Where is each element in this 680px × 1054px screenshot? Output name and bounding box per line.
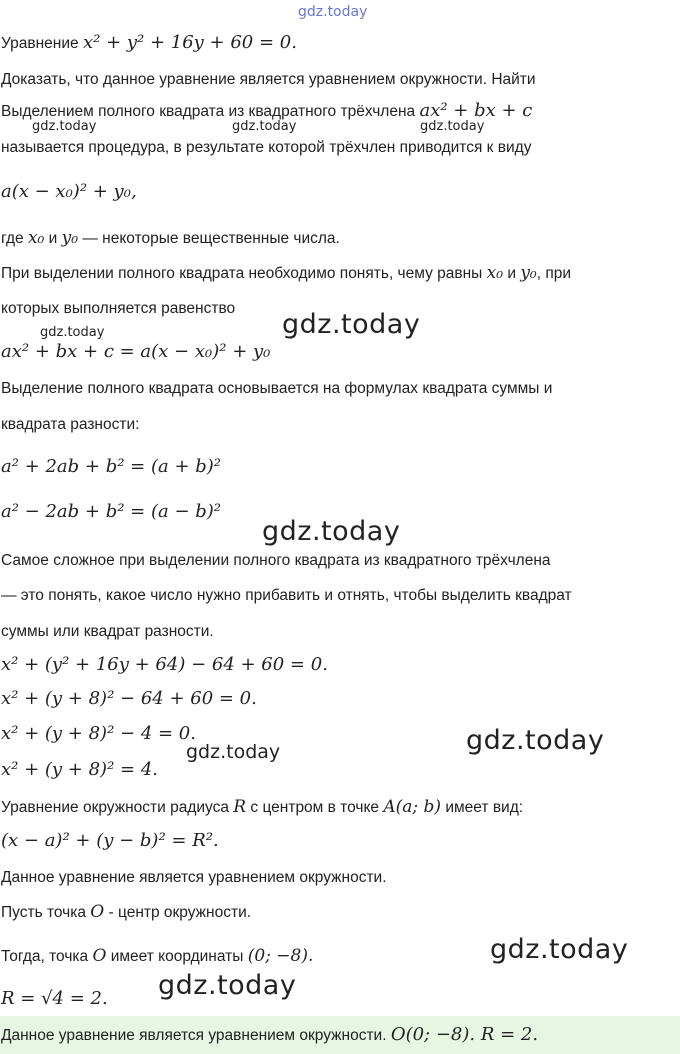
paragraph-line: которых выполняется равенство <box>1 300 236 317</box>
formula: x² + (y + 8)² − 64 + 60 = 0. <box>1 688 257 709</box>
watermark: gdz.today <box>232 119 297 134</box>
paragraph-line: — это понять, какое число нужно прибавить и отнять, чтобы выделить квадрат <box>1 587 572 604</box>
paragraph-line: Выделение полного квадрата основывается на формулах квадрата суммы и <box>1 380 553 397</box>
paragraph-line: Тогда, точка O имеет координаты (0; −8). <box>1 946 314 966</box>
watermark: gdz.today <box>158 970 297 1001</box>
watermark: gdz.today <box>466 725 605 756</box>
watermark: gdz.today <box>420 119 485 134</box>
watermark: gdz.today <box>490 934 629 965</box>
formula: a² + 2ab + b² = (a + b)² <box>1 456 222 477</box>
problem-statement: Уравнение x² + y² + 16y + 60 = 0. <box>1 32 297 53</box>
answer-text: Данное уравнение является уравнением окружности. O(0; −8). R = 2. <box>1 1024 539 1045</box>
paragraph-line: суммы или квадрат разности. <box>1 623 214 640</box>
paragraph-line: квадрата разности: <box>1 416 140 433</box>
paragraph-line: Самое сложное при выделении полного квадрата из квадратного трёхчлена <box>1 552 551 569</box>
watermark: gdz.today <box>32 119 97 134</box>
watermark: gdz.today <box>40 325 105 340</box>
paragraph-line: называется процедура, в результате которой трёхчлен приводится к виду <box>1 139 532 156</box>
paragraph-line: Выделением полного квадрата из квадратного трёхчлена ax² + bx + c <box>1 100 533 121</box>
paragraph-line: где x₀ и y₀ — некоторые вещественные числа. <box>1 228 340 248</box>
formula: (x − a)² + (y − b)² = R². <box>1 830 219 851</box>
paragraph-line: При выделении полного квадрата необходимо понять, чему равны x₀ и y₀, при <box>1 263 572 283</box>
watermark: gdz.today <box>262 516 401 547</box>
paragraph-line: Уравнение окружности радиуса R с центром в точке A(a; b) имеет вид: <box>1 797 524 817</box>
watermark: gdz.today <box>282 309 421 340</box>
paragraph-line: Пусть точка O - центр окружности. <box>1 902 252 922</box>
task-text: Доказать, что данное уравнение является уравнением окружности. Найти <box>1 71 536 88</box>
equation: x² + y² + 16y + 60 = 0. <box>82 32 297 53</box>
formula: x² + (y + 8)² = 4. <box>1 759 158 780</box>
watermark: gdz.today <box>186 741 281 763</box>
paragraph-line: Данное уравнение является уравнением окружности. <box>1 869 387 886</box>
watermark-top: gdz.today <box>298 4 368 20</box>
formula: x² + (y + 8)² − 4 = 0. <box>1 723 196 744</box>
formula: a² − 2ab + b² = (a − b)² <box>1 501 222 522</box>
answer-box <box>0 1016 680 1054</box>
formula: R = √4 = 2. <box>1 988 108 1009</box>
formula: x² + (y² + 16y + 64) − 64 + 60 = 0. <box>1 654 328 675</box>
formula: a(x − x₀)² + y₀, <box>1 181 137 202</box>
formula: ax² + bx + c = a(x − x₀)² + y₀ <box>1 341 271 362</box>
